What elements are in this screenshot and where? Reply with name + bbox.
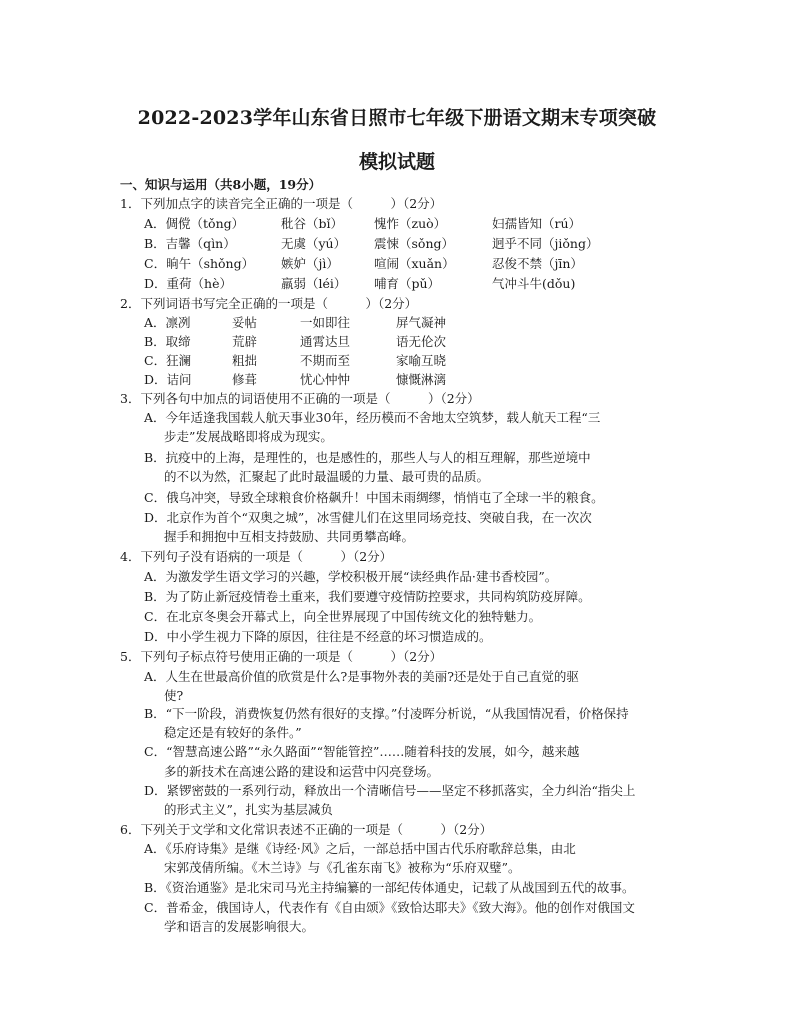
- question-5-stem: 5．下列句子标点符号使用正确的一项是（ ）（2分）: [120, 649, 443, 664]
- q2-option-a-1: A．凛冽: [144, 315, 191, 330]
- q4-option-a: A．为激发学生语文学习的兴趣，学校积极开展“读经典作品·建书香校园”。: [144, 569, 558, 584]
- q1-option-d-1: D．重荷（hè）: [144, 276, 232, 291]
- q4-option-b: B．为了防止新冠疫情卷土重来，我们要遵守疫情防控要求，共同构筑防疫屏障。: [144, 589, 591, 604]
- q2-option-d-4: 慷慨淋漓: [396, 372, 447, 387]
- exam-title: 2022-2023学年山东省日照市七年级下册语文期末专项突破: [137, 107, 657, 129]
- q2-option-c-1: C．狂澜: [144, 353, 192, 368]
- question-4-stem: 4．下列句子没有语病的一项是（ ）（2分）: [120, 549, 393, 564]
- q2-option-a-4: 屏气凝神: [396, 315, 447, 330]
- q1-option-d-3: 哺育（pǔ）: [374, 276, 441, 291]
- q5-option-b: B．“下一阶段，消费恢复仍然有很好的支撑。”付凌晖分析说，“从我国情况看，价格保持: [144, 706, 629, 721]
- q2-option-c-2: 粗拙: [232, 353, 258, 368]
- q1-option-c-3: 喧闹（xuǎn）: [374, 256, 455, 271]
- q5-option-c-cont: 多的新技术在高速公路的建设和运营中闪亮登场。: [164, 764, 440, 779]
- q4-option-c: C．在北京冬奥会开幕式上，向全世界展现了中国传统文化的独特魅力。: [144, 609, 542, 624]
- question-1-stem: 1．下列加点字的读音完全正确的一项是（ ）（2分）: [120, 196, 443, 211]
- q6-option-a: A．《乐府诗集》是继《诗经·风》之后，一部总括中国古代乐府歌辞总集，由北: [144, 841, 576, 856]
- q4-option-d: D．中小学生视力下降的原因，往往是不经意的坏习惯造成的。: [144, 629, 492, 644]
- q5-option-a: A．人生在世最高价值的欣赏是什么?是事物外表的美丽?还是处于自己直觉的驱: [144, 669, 579, 684]
- q1-option-b-1: B．吉馨（qìn）: [144, 236, 236, 251]
- q5-option-d: D．紧锣密鼓的一系列行动，释放出一个清晰信号——坚定不移抓落实，全力纠治“指尖上: [144, 783, 636, 798]
- q3-option-c: C．俄乌冲突，导致全球粮食价格飙升！中国未雨绸缪，悄悄屯了全球一半的粮食。: [144, 490, 604, 505]
- q5-option-a-cont: 使?: [164, 688, 184, 703]
- question-6-stem: 6．下列关于文学和文化常识表述不正确的一项是（ ）（2分）: [120, 822, 493, 837]
- q2-option-a-3: 一如即往: [300, 315, 351, 330]
- q2-option-b-2: 荒辟: [232, 334, 258, 349]
- question-3-stem: 3．下列各句中加点的词语使用不正确的一项是（ ）（2分）: [120, 391, 480, 406]
- q2-option-b-1: B．取缔: [144, 334, 191, 349]
- q6-option-b: B．《资治通鉴》是北宋司马光主持编纂的一部纪传体通史，记载了从战国到五代的故事。: [144, 880, 635, 895]
- q2-option-d-1: D．诘问: [144, 372, 192, 387]
- q1-option-a-4: 妇孺皆知（rú）: [492, 216, 582, 231]
- q1-option-d-4: 气冲斗牛(dǒu): [492, 276, 576, 291]
- q5-option-c: C．“智慧高速公路”“永久路面”“智能管控”……随着科技的发展，如今，越来越: [144, 744, 580, 759]
- q2-option-d-3: 忧心忡忡: [300, 372, 351, 387]
- q1-option-c-2: 嫉妒（jì）: [281, 256, 339, 271]
- q3-option-b-cont: 的不以为然，汇聚起了此时最温暖的力量、最可贵的品质。: [164, 469, 490, 484]
- q2-option-d-2: 修葺: [232, 372, 258, 387]
- q2-option-a-2: 妥帖: [232, 315, 258, 330]
- q5-option-d-cont: 的形式主义”，扎实为基层减负: [164, 802, 333, 817]
- q1-option-d-2: 羸弱（léi）: [281, 276, 347, 291]
- q6-option-c-cont: 学和语言的发展影响很大。: [164, 919, 315, 934]
- q3-option-b: B．抗疫中的上海，是理性的，也是感性的，那些人与人的相互理解，那些逆境中: [144, 450, 591, 465]
- q1-option-a-3: 愧怍（zuò）: [374, 216, 447, 231]
- q1-option-c-1: C．晌午（shǒng）: [144, 256, 255, 271]
- q1-option-b-4: 迥乎不同（jiǒng）: [492, 236, 599, 251]
- q1-option-a-2: 秕谷（bǐ）: [281, 216, 343, 231]
- q1-option-a-1: A．倜傥（tǒng）: [144, 216, 245, 231]
- q3-option-d: D．北京作为首个“双奥之城”，冰雪健儿们在这里同场竞技、突破自我，在一次次: [144, 510, 592, 525]
- q2-option-c-3: 不期而至: [300, 353, 351, 368]
- q2-option-c-4: 家喻互晓: [396, 353, 447, 368]
- q3-option-d-cont: 握手和拥抱中互相支持鼓励、共同勇攀高峰。: [164, 529, 415, 544]
- q1-option-b-3: 震悚（sǒng）: [374, 236, 454, 251]
- section-heading: 一、知识与运用（共8小题，19分）: [120, 177, 322, 192]
- q2-option-b-4: 语无伦次: [396, 334, 447, 349]
- q6-option-a-cont: 宋郭茂倩所编。《木兰诗》与《孔雀东南飞》被称为“乐府双璧”。: [164, 860, 521, 875]
- exam-subtitle: 模拟试题: [358, 151, 435, 173]
- q5-option-b-cont: 稳定还是有较好的条件。”: [164, 725, 302, 740]
- q2-option-b-3: 通霄达旦: [300, 334, 351, 349]
- q1-option-b-2: 无虞（yú）: [281, 236, 347, 251]
- q6-option-c: C．普希金，俄国诗人，代表作有《自由颂》《致恰达耶夫》《致大海》。他的创作对俄国文: [144, 900, 635, 915]
- q3-option-a-cont: 步走”发展战略即将成为现实。: [164, 429, 333, 444]
- q1-option-c-4: 忍俊不禁（jīn）: [492, 256, 583, 271]
- q3-option-a: A．今年适逢我国载人航天事业30年，经历模而不舍地太空筑梦，载人航天工程“三: [144, 410, 601, 425]
- question-2-stem: 2．下列词语书写完全正确的一项是（ ）（2分）: [120, 296, 418, 311]
